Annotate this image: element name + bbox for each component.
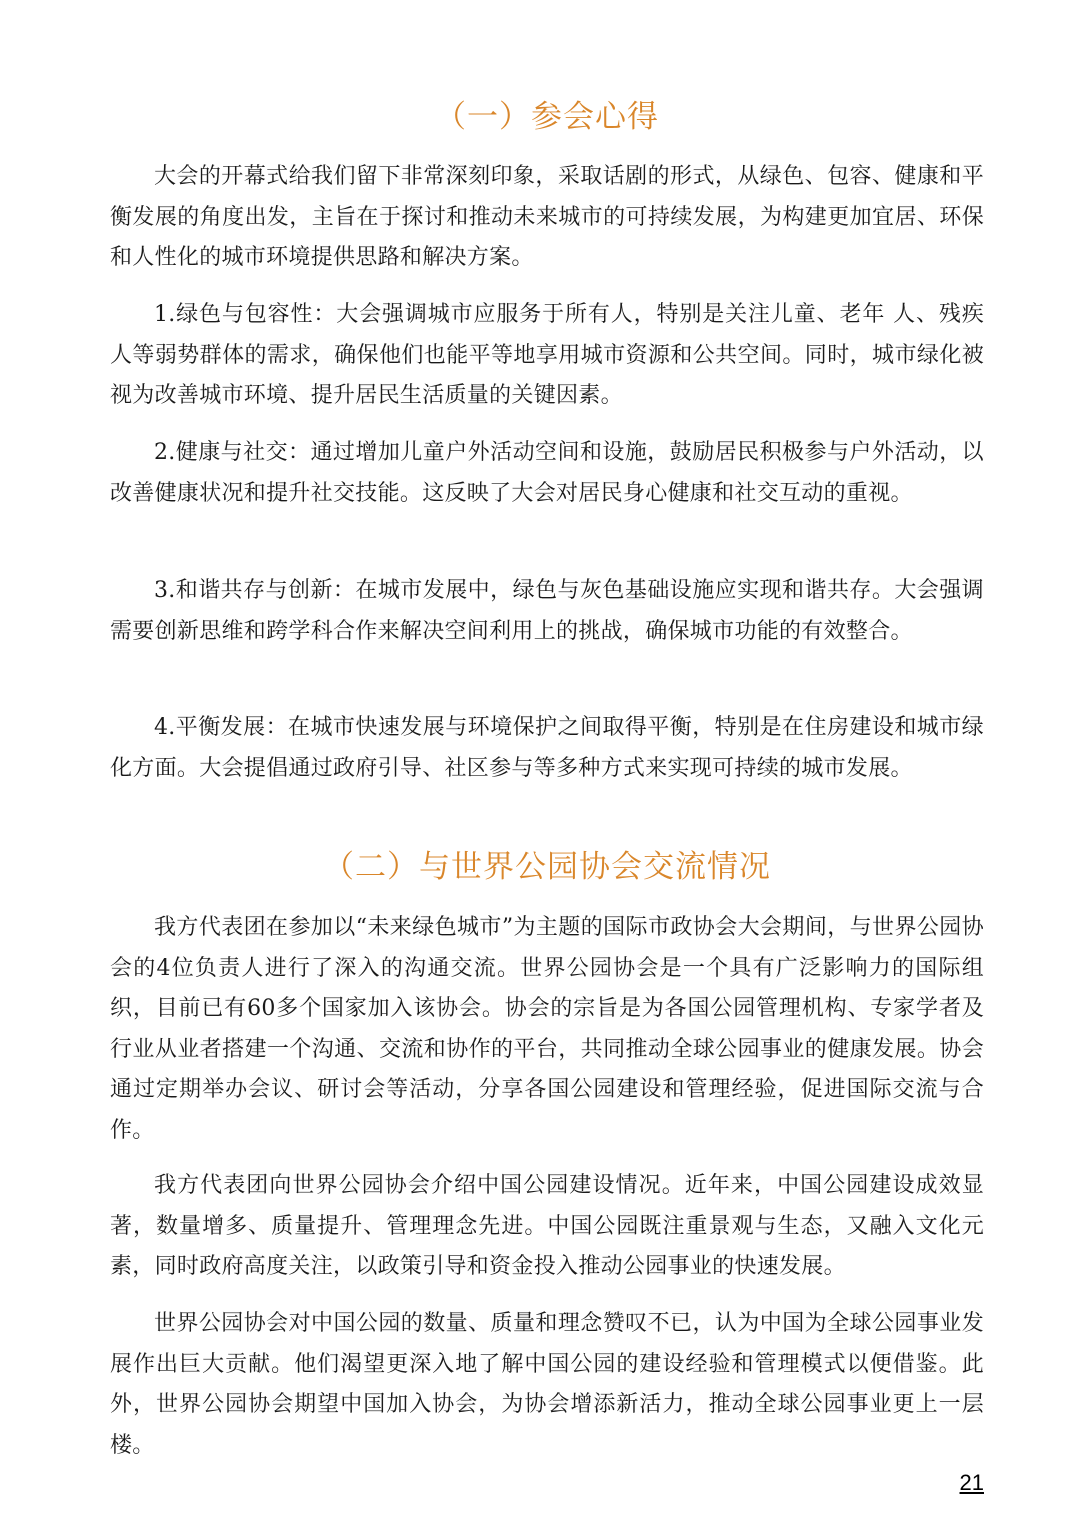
paragraph-health-social: 2.健康与社交：通过增加儿童户外活动空间和设施，鼓励居民积极参与户外活动，以改善健康状况和提升社交技能。这反映了大会对居民身心健康和社交互动的重视。 bbox=[110, 440, 984, 506]
paragraph-harmony-innovation: 3.和谐共存与创新：在城市发展中，绿色与灰色基础设施应实现和谐共存。大会强调需要创新思维和跨学科合作来解决空间利用上的挑战，确保城市功能的有效整合。 bbox=[110, 578, 984, 644]
paragraph-opening: 大会的开幕式给我们留下非常深刻印象，采取话剧的形式，从绿色、包容、健康和平衡发展的角度出发，主旨在于探讨和推动未来城市的可持续发展，为构建更加宜居、环保和人性化的城市环境提供思路和解决方案。 bbox=[110, 164, 984, 270]
page-number: 21 bbox=[959, 1470, 984, 1495]
paragraph-china-parks: 我方代表团向世界公园协会介绍中国公园建设情况。近年来，中国公园建设成效显著，数量增多、质量提升、管理理念先进。中国公园既注重景观与生态，又融入文化元素，同时政府高度关注，以政策引导和资金投入推动公园事业的快速发展。 bbox=[110, 1173, 984, 1279]
section-heading-exchange: （二）与世界公园协会交流情况 bbox=[323, 849, 771, 885]
section-heading-participation: （一）参会心得 bbox=[435, 99, 659, 135]
paragraph-association-feedback: 世界公园协会对中国公园的数量、质量和理念赞叹不已，认为中国为全球公园事业发展作出巨大贡献。他们渴望更深入地了解中国公园的建设经验和管理模式以便借鉴。此外，世界公园协会期望中国加入协会，为协会增添新活力，推动全球公园事业更上一层楼。 bbox=[110, 1311, 984, 1458]
paragraph-delegation-exchange: 我方代表团在参加以“未来绿色城市”为主题的国际市政协会大会期间，与世界公园协会的4位负责人进行了深入的沟通交流。世界公园协会是一个具有广泛影响力的国际组织，目前已有60多个国家加入该协会。协会的宗旨是为各国公园管理机构、专家学者及行业从业者搭建一个沟通、交流和协作的平台，共同推动全球公园事业的健康发展。协会通过定期举办会议、研讨会等活动，分享各国公园建设和管理经验，促进国际交流与合作。 bbox=[110, 915, 984, 1143]
paragraph-green-inclusive: 1.绿色与包容性：大会强调城市应服务于所有人，特别是关注儿童、老年 人、残疾人等弱势群体的需求，确保他们也能平等地享用城市资源和公共空间。同时，城市绿化被视为改善城市环境、提升居民生活质量的关键因素。 bbox=[110, 302, 984, 408]
paragraph-balanced-development: 4.平衡发展：在城市快速发展与环境保护之间取得平衡，特别是在住房建设和城市绿化方面。大会提倡通过政府引导、社区参与等多种方式来实现可持续的城市发展。 bbox=[110, 715, 984, 781]
